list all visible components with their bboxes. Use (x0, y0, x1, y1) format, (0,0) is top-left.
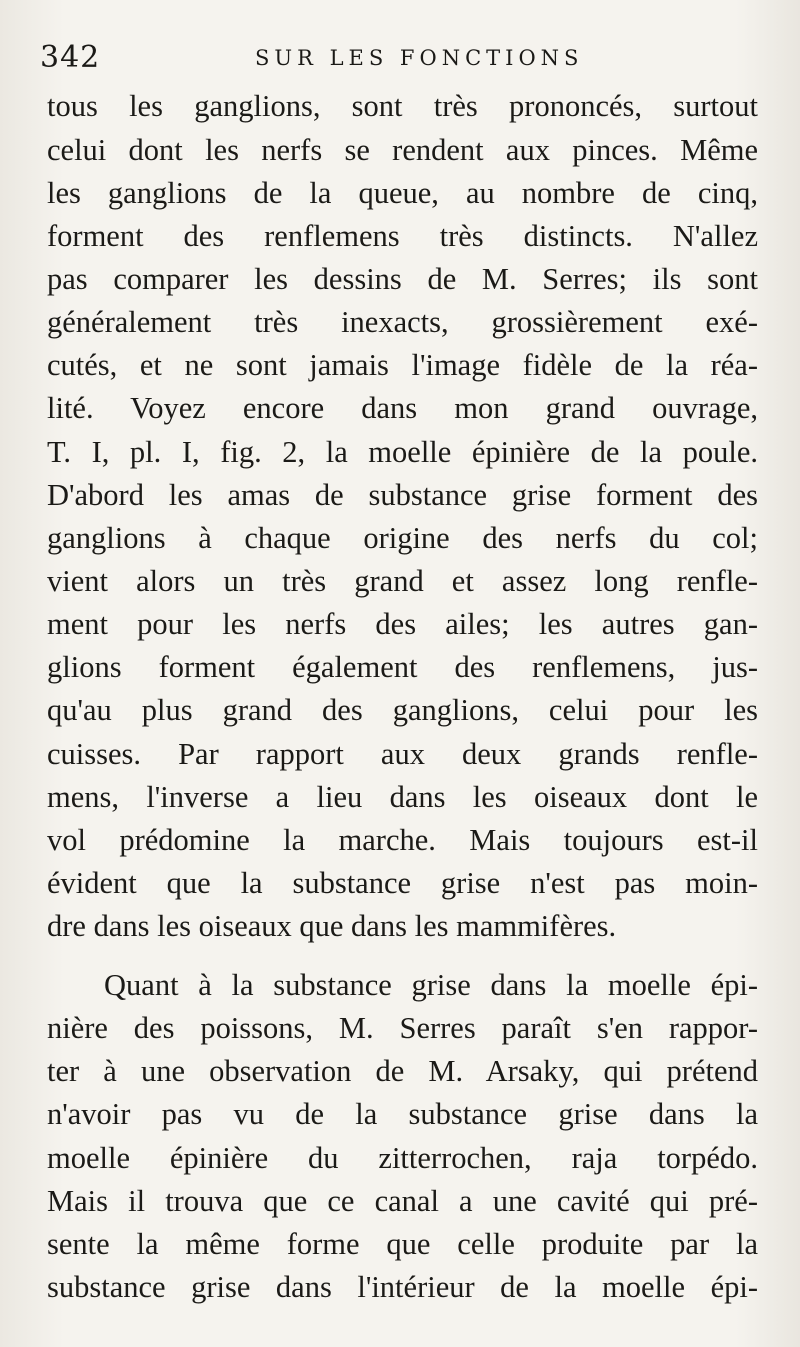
text-line: pas comparer les dessins de M. Serres; ils sont (47, 262, 758, 296)
text-line: forment des renflemens très distincts. N'allez (47, 219, 758, 253)
text-line: ment pour les nerfs des ailes; les autres gan- (47, 607, 758, 641)
text-line: nière des poissons, M. Serres paraît s'en rappor- (47, 1011, 758, 1045)
text-line: évident que la substance grise n'est pas moin- (47, 866, 758, 900)
text-line: Quant à la substance grise dans la moelle épi- (104, 968, 758, 1002)
text-line: lité. Voyez encore dans mon grand ouvrage, (47, 391, 758, 425)
text-line: cuisses. Par rapport aux deux grands renfle- (47, 737, 758, 771)
text-line: généralement très inexacts, grossièrement exé- (47, 305, 758, 339)
text-line: glions forment également des renflemens, jus- (47, 650, 758, 684)
text-line: Mais il trouva que ce canal a une cavité qui pré- (47, 1184, 758, 1218)
text-line: substance grise dans l'intérieur de la moelle épi- (47, 1270, 758, 1304)
page-number: 342 (40, 40, 101, 75)
text-line: ter à une observation de M. Arsaky, qui prétend (47, 1054, 758, 1088)
text-line: moelle épinière du zitterrochen, raja torpédo. (47, 1141, 758, 1175)
text-line: mens, l'inverse a lieu dans les oiseaux dont le (47, 780, 758, 814)
text-line: qu'au plus grand des ganglions, celui pour les (47, 693, 758, 727)
text-line: les ganglions de la queue, au nombre de cinq, (47, 176, 758, 210)
text-line: sente la même forme que celle produite par la (47, 1227, 758, 1261)
text-line: cutés, et ne sont jamais l'image fidèle de la réa- (47, 348, 758, 382)
text-line: vient alors un très grand et assez long renfle- (47, 564, 758, 598)
text-line: ganglions à chaque origine des nerfs du col; (47, 521, 758, 555)
text-line: dre dans les oiseaux que dans les mammifères. (47, 909, 617, 943)
text-line: T. I, pl. I, fig. 2, la moelle épinière de la poule. (47, 435, 758, 469)
running-head: SUR LES FONCTIONS (255, 46, 584, 70)
text-line: tous les ganglions, sont très prononcés, surtout (47, 89, 758, 123)
text-line: n'avoir pas vu de la substance grise dans la (47, 1097, 758, 1131)
text-line: celui dont les nerfs se rendent aux pinces. Même (47, 133, 758, 167)
text-line: D'abord les amas de substance grise forment des (47, 478, 758, 512)
text-line: vol prédomine la marche. Mais toujours est-il (47, 823, 758, 857)
